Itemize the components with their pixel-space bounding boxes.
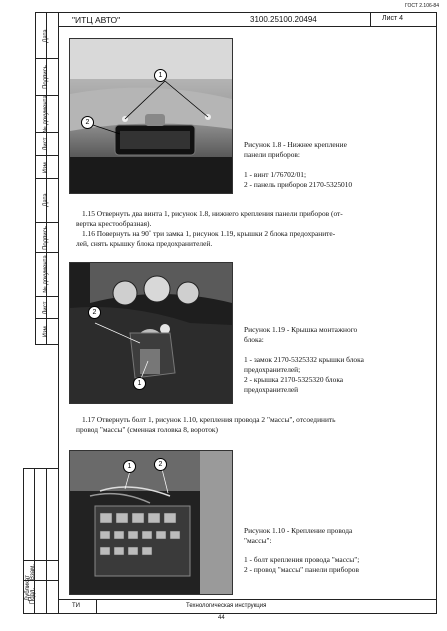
figure-1-8-photo (69, 38, 233, 194)
figure-1-8-drawing (70, 39, 232, 193)
figure-1-19-callout-1: 1 (133, 377, 146, 390)
figure-1-8-item-2: 2 - панель приборов 2170-5325010 (244, 180, 353, 189)
figure-1-19-title-line-2: блока: (244, 335, 264, 344)
header-divider (58, 26, 436, 27)
figure-1-19-item-2-line-1: 2 - крышка 2170-5325320 блока (244, 375, 344, 384)
figure-1-19-photo (69, 262, 233, 404)
figure-1-10-title-line-1: Рисунок 1.10 - Крепление провода (244, 526, 353, 535)
stamp-label-signature: Подпись (43, 65, 49, 89)
document-number: 3100.25100.20494 (250, 15, 317, 24)
frame-top (58, 12, 436, 13)
figure-1-10-callout-1: 1 (123, 460, 136, 473)
standard-reference: ГОСТ 2.106-84 (405, 3, 439, 9)
stamp-label-sheet: Лист (43, 137, 49, 151)
lower-stamp-sep (23, 560, 58, 561)
figure-1-19-item-1-line-2: предохранителей; (244, 365, 301, 374)
frame-left (58, 12, 59, 614)
stamp-label-signature-2: Подпись (43, 226, 49, 250)
paragraph-1-17: 1.17 Отвернуть болт 1, рисунок 1.10, крепления провода 2 "массы", отсоединить провод "массы" (сменная головка 8, вороток) (76, 415, 336, 434)
footer-title: Технологическая инструкция (186, 603, 267, 609)
figure-1-10-callout-2: 2 (154, 458, 167, 471)
figure-1-8-item-1: 1 - винт 1/76702/01; (244, 170, 307, 179)
stamp-label-duplicate: Дубликат (25, 575, 31, 601)
figure-1-10-title-line-2: "массы": (244, 536, 272, 545)
stamp-label-change-2: Изм. (43, 324, 49, 338)
stamp-label-docnum: № документа (43, 95, 49, 133)
figure-1-19-item-2-line-2: предохранителей (244, 385, 299, 394)
figure-1-8-title-line-2: панели приборов: (244, 150, 300, 159)
footer-doc-type: ТИ (72, 603, 80, 609)
header-sheet-sep (370, 12, 371, 26)
page-number: 44 (218, 615, 225, 621)
lower-stamp-col (46, 468, 47, 614)
footer-sep (96, 599, 97, 613)
stamp-top-line (35, 12, 58, 13)
sheet-number: Лист 4 (382, 15, 404, 22)
figure-1-8-callout-1: 1 (154, 69, 167, 82)
stamp-label-original: Подл. (30, 587, 36, 605)
frame-bottom (58, 613, 436, 614)
figure-1-8-title-line-1: Рисунок 1.8 - Нижнее крепление (244, 140, 347, 149)
figure-1-19-title-line-1: Рисунок 1.19 - Крышка монтажного (244, 325, 358, 334)
lower-stamp-bottom (23, 613, 58, 614)
figure-1-19-item-1-line-1: 1 - замок 2170-5325332 крышки блока (244, 355, 364, 364)
figure-1-10-item-1: 1 - болт крепления провода "массы"; (244, 555, 360, 564)
figure-1-10-drawing (70, 451, 232, 594)
stamp-label-date-2: Дата (43, 193, 49, 207)
lower-stamp-left (23, 468, 24, 614)
frame-right (436, 12, 437, 614)
figure-1-10-photo (69, 450, 233, 595)
stamp-label-docnum-2: № документа (43, 255, 49, 293)
company-name: "ИТЦ АВТО" (72, 15, 121, 25)
figure-1-8-callout-2: 2 (81, 116, 94, 129)
paragraph-1-16: 1.16 Повернуть на 90˚ три замка 1, рисунок 1.19, крышки 2 блока предохраните- лей, снять крышку блока предохранителей. (76, 229, 336, 248)
stamp-label-sheet-2: Лист (43, 301, 49, 315)
figure-1-19-callout-2: 2 (88, 306, 101, 319)
paragraph-1-15: 1.15 Отвернуть два винта 1, рисунок 1.8, нижнего крепления панели приборов (от- вертка крестообразная). (76, 209, 343, 228)
figure-1-19-drawing (70, 263, 232, 403)
lower-stamp-top (23, 468, 58, 469)
stamp-label-replaced: Взам. (30, 564, 36, 580)
stamp-label-change: Изм. (43, 160, 49, 174)
stamp-label-date: Дата (43, 29, 49, 43)
figure-1-10-item-2: 2 - провод "массы" панели приборов (244, 565, 359, 574)
footer-divider (58, 599, 436, 600)
